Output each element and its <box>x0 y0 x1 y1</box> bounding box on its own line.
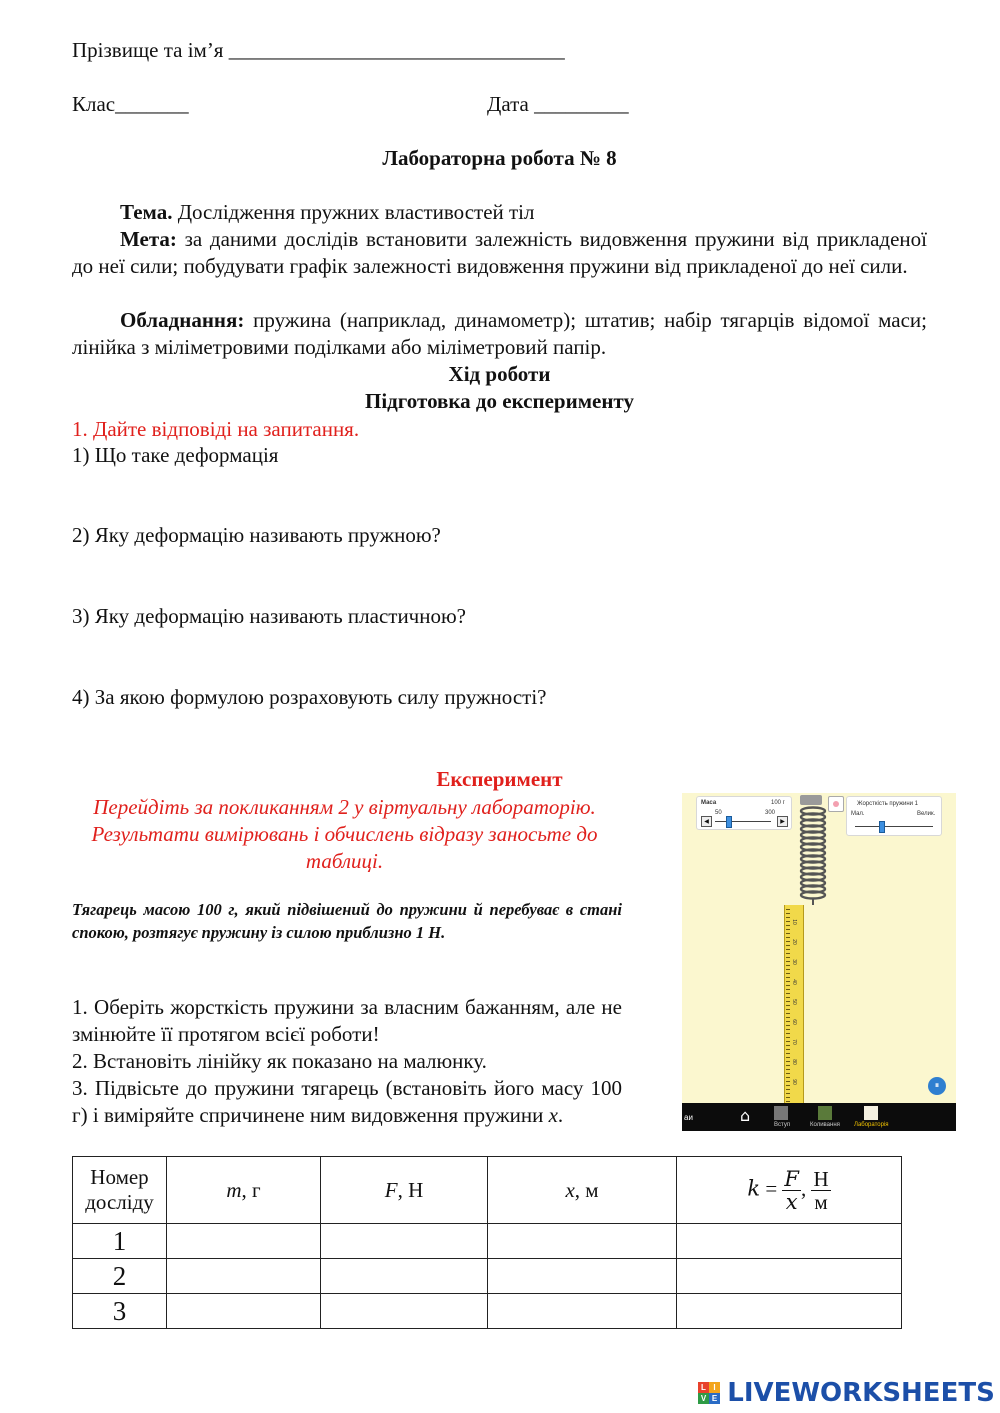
step-3: 3. Підвісьте до пружини тягарець (встановіть його масу 100 г) і виміряйте спричинене ним видовження пружини x. <box>72 1076 622 1127</box>
mass-min-label: 50 <box>715 810 722 816</box>
stiffness-min-label: Мал. <box>851 811 865 817</box>
row-number: 2 <box>73 1259 167 1294</box>
preparation-title: Підготовка до експерименту <box>365 389 634 413</box>
step-3-x-symbol: x <box>548 1103 558 1127</box>
row-number: 3 <box>73 1294 167 1329</box>
cell-force[interactable] <box>321 1224 488 1259</box>
ruler-tick-label: 90 <box>790 1079 797 1085</box>
page-title: Лабораторна робота № 8 <box>382 146 617 170</box>
cell-elongation[interactable] <box>488 1259 677 1294</box>
cell-stiffness[interactable] <box>677 1294 902 1329</box>
ruler-tick-label: 30 <box>790 959 797 965</box>
virtual-lab-screenshot <box>682 793 956 1131</box>
results-table <box>72 1156 902 1329</box>
mass-slider-thumb[interactable] <box>726 816 732 828</box>
header-stiffness-formula: k = $\frac{F}{x}$ , $\frac{Н}{м}$ <box>677 1157 902 1224</box>
mass-value: 100 г <box>771 800 785 806</box>
equipment-paragraph <box>72 307 927 361</box>
ruler-tick-label: 80 <box>790 1059 797 1065</box>
ruler-tick-label: 10 <box>790 919 797 925</box>
cell-elongation[interactable] <box>488 1294 677 1329</box>
experiment-note: Тягарець масою 100 г, який підвішений до пружини й перебуває в стані спокою, розтягує пружину із силою приблизно 1 Н. <box>72 900 622 942</box>
class-field-label: Клас_______ <box>72 92 189 116</box>
mass-decrease-button[interactable]: ◀ <box>701 816 712 827</box>
table-header-row <box>73 1157 902 1224</box>
lab-navigation-bar <box>682 1103 956 1131</box>
stiffness-slider-track[interactable] <box>855 826 933 827</box>
ruler-tick-label: 60 <box>790 1019 797 1025</box>
equipment-label: Обладнання: <box>120 308 245 332</box>
cell-elongation[interactable] <box>488 1224 677 1259</box>
topic-paragraph <box>72 199 927 226</box>
spring-coil-icon <box>794 805 834 905</box>
tab-intro[interactable]: Вступ <box>774 1122 791 1128</box>
procedure-title: Хід роботи <box>448 362 551 386</box>
cell-stiffness[interactable] <box>677 1259 902 1294</box>
liveworksheets-logo <box>698 1378 995 1408</box>
topic-label: Тема. <box>120 200 173 224</box>
question-3: 3) Яку деформацію називають пластичною? <box>72 604 466 628</box>
header-force: F, Н <box>321 1157 488 1224</box>
header-elongation: x, м <box>488 1157 677 1224</box>
step-2: 2. Встановіть лінійку як показано на малюнку. <box>72 1049 487 1073</box>
table-row <box>73 1259 902 1294</box>
spring-hanger <box>800 795 822 805</box>
table-row <box>73 1224 902 1259</box>
ruler[interactable] <box>784 905 804 1131</box>
header-experiment-number: Номер досліду <box>73 1157 167 1224</box>
step-1: 1. Оберіть жорсткість пружини за власним бажанням, але не змінюйте її протягом всієї роботи! <box>72 995 622 1046</box>
mass-label: Маса <box>701 800 717 806</box>
ruler-tick-label: 40 <box>790 979 797 985</box>
experiment-instruction: Перейдіть за покликанням 2 у віртуальну лабораторію. Результати вимірювань і обчислень відразу заносьте до таблиці. <box>91 795 598 873</box>
ruler-tick-label: 20 <box>790 939 797 945</box>
goal-label: Мета: <box>120 227 177 251</box>
goal-paragraph <box>72 226 927 280</box>
ruler-minor-ticks <box>786 909 790 1119</box>
cell-force[interactable] <box>321 1259 488 1294</box>
header-mass: m, г <box>167 1157 321 1224</box>
table-row <box>73 1294 902 1329</box>
mass-slider-track[interactable] <box>715 821 771 822</box>
tab-oscillation-icon[interactable] <box>818 1106 832 1120</box>
question-2: 2) Яку деформацію називають пружною? <box>72 523 441 547</box>
row-number: 1 <box>73 1224 167 1259</box>
tab-lab[interactable]: Лабораторія <box>854 1122 889 1128</box>
topic-text: Дослідження пружних властивостей тіл <box>172 200 535 224</box>
experiment-steps <box>72 994 622 1129</box>
ruler-tick-label: 70 <box>790 1039 797 1045</box>
stiffness-max-label: Велик. <box>917 811 936 817</box>
experiment-title: Експеримент <box>436 767 563 791</box>
home-icon[interactable]: ⌂ <box>740 1106 751 1125</box>
name-field-label: Прізвище та ім’я ________________________________ <box>72 38 565 62</box>
cell-mass[interactable] <box>167 1259 321 1294</box>
cell-mass[interactable] <box>167 1224 321 1259</box>
stiffness-slider-thumb[interactable] <box>879 821 885 833</box>
equipment-text: пружина (наприклад, динамометр); штатив; набір тягарців відомої маси; лінійка з міліметровими поділками або міліметровий папір. <box>72 308 927 359</box>
goal-text: за даними дослідів встановити залежність видовження пружини від прикладеної до неї сили; побудувати графік залежності видовження пружини від прикладеної до неї сили. <box>72 227 927 278</box>
question-4: 4) За якою формулою розраховують силу пружності? <box>72 685 547 709</box>
question-1: 1) Що таке деформація <box>72 443 279 467</box>
mass-max-label: 300 <box>765 810 776 816</box>
cell-stiffness[interactable] <box>677 1224 902 1259</box>
cell-mass[interactable] <box>167 1294 321 1329</box>
task-1-heading: 1. Дайте відповіді на запитання. <box>72 417 360 441</box>
nav-corner-text: аи <box>684 1113 693 1122</box>
pause-button[interactable]: ⏸ <box>928 1077 946 1095</box>
mass-increase-button[interactable]: ▶ <box>777 816 788 827</box>
tab-lab-icon[interactable] <box>864 1106 878 1120</box>
tab-oscillation[interactable]: Коливання <box>810 1122 840 1128</box>
stiffness-control-panel <box>846 796 942 836</box>
mass-control-panel <box>696 796 792 830</box>
logo-text: LIVEWORKSHEETS <box>727 1378 995 1408</box>
tab-intro-icon[interactable] <box>774 1106 788 1120</box>
logo-mark-icon: L I V E <box>698 1382 722 1404</box>
date-field-label: Дата _________ <box>487 92 629 116</box>
ruler-tick-label: 50 <box>790 999 797 1005</box>
stiffness-label: Жорсткість пружини 1 <box>857 801 919 807</box>
cell-force[interactable] <box>321 1294 488 1329</box>
